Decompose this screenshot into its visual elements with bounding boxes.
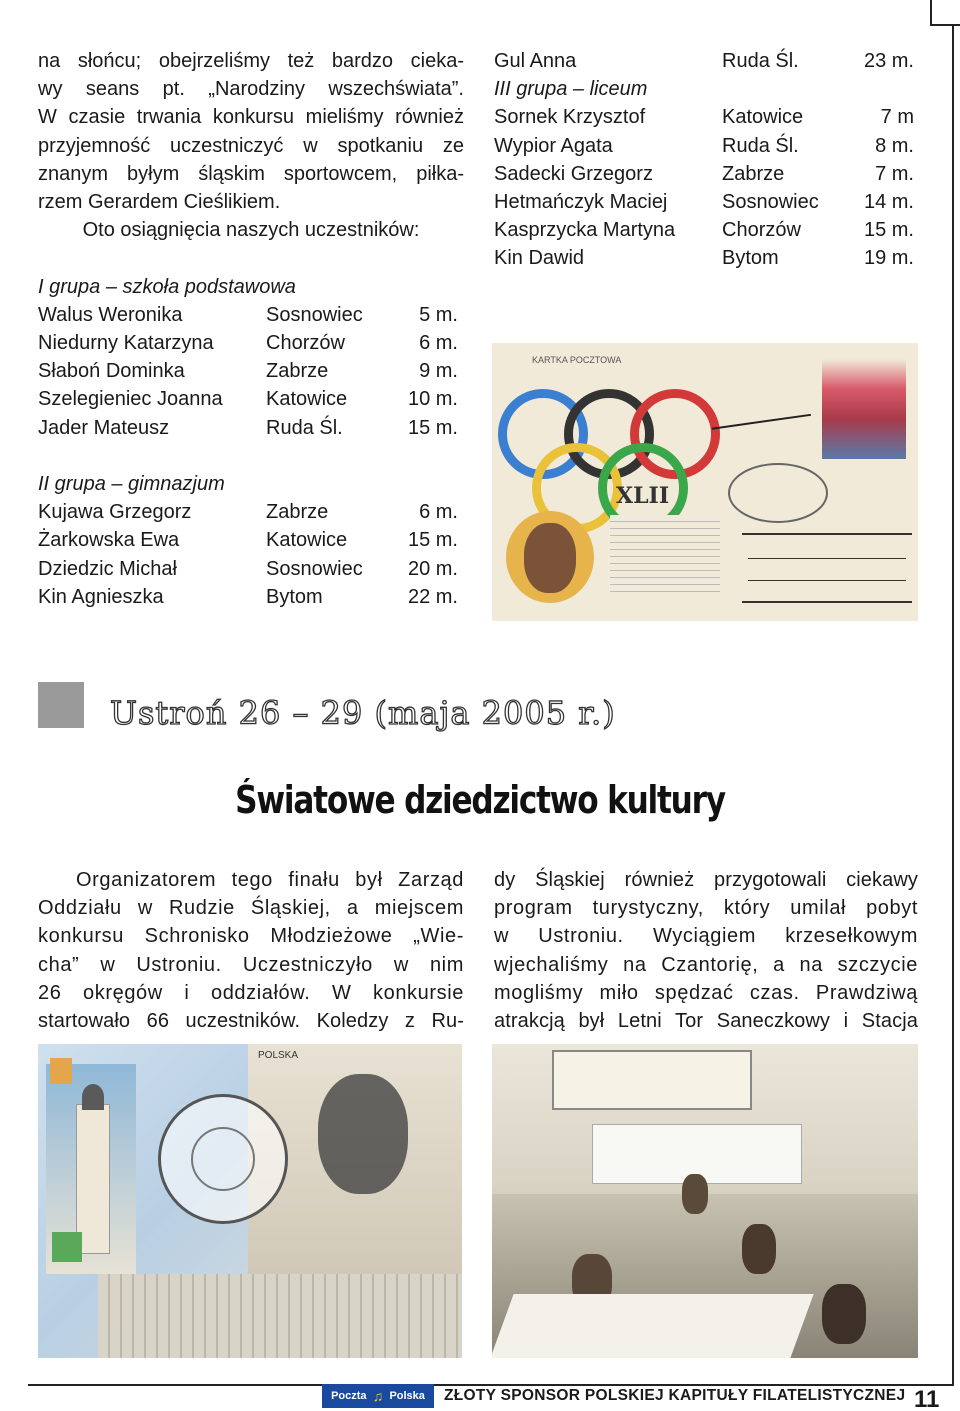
result-row: Dziedzic Michał Sosnowiec 20 m.	[38, 557, 458, 580]
result-row: Kin Agnieszka Bytom 22 m.	[38, 585, 458, 608]
student-figure	[822, 1284, 866, 1344]
intro-line: na słońcu; obejrzeliśmy też bardzo cieka-	[38, 50, 464, 72]
body-line: Organizatorem tego finału był Zarząd	[76, 869, 464, 891]
result-row: Walus Weronika Sosnowiec 5 m.	[38, 303, 458, 326]
body-line: w Ustroniu. Wyciągiem krzesełkowym	[494, 925, 918, 948]
right-border-rule	[952, 24, 954, 1384]
body-line: konkursu Schronisko Młodzieżowe „Wie-	[38, 925, 464, 948]
result-row: Słaboń Dominka Zabrze 9 m.	[38, 360, 458, 383]
section-marker-square	[38, 682, 84, 728]
body-line: wjechaliśmy na Czantorię, a na szczycie	[494, 953, 918, 976]
body-line: mogliśmy miło spędzać czas. Prawdziwą	[494, 981, 918, 1004]
body-line: 26 okręgów i oddziałów. W konkursie	[38, 981, 464, 1004]
commemorative-postmark	[158, 1094, 288, 1224]
body-line: startowało 66 uczestników. Koledzy z Ru-	[38, 1010, 464, 1033]
corner-frame	[930, 0, 960, 26]
map-badge-icon	[52, 1232, 82, 1262]
postmark	[728, 463, 828, 523]
body-line: atrakcją był Letni Tor Saneczkowy i Stacja	[494, 1010, 918, 1033]
intro-line: W czasie trwania konkursu mieliśmy również	[38, 106, 464, 129]
postcard-stamp-text: XLII	[616, 483, 670, 509]
body-line: dy Śląskiej również przygotowali ciekawy	[494, 869, 918, 891]
stamp-collage-image	[38, 1044, 462, 1358]
group-title: I grupa – szkoła podstawowa	[38, 275, 296, 298]
right-bottom-column	[494, 866, 918, 1035]
poczta-polska-logo: Poczta ♫ Polska	[322, 1384, 434, 1408]
body-line: cha” w Ustroniu. Uczestniczyło w nim	[38, 953, 464, 976]
footer-rule	[28, 1384, 954, 1386]
postcard-text-block	[610, 515, 720, 595]
table-papers	[492, 1294, 814, 1358]
page-number: 11	[914, 1386, 940, 1411]
portrait-medallion	[506, 511, 594, 603]
result-row: Gul Anna Ruda Śl. 23 m.	[494, 50, 914, 72]
group-title: II grupa – gimnazjum	[38, 473, 225, 496]
body-line: Oddziału w Rudzie Śląskiej, a miejscem	[38, 897, 464, 920]
result-row: Sadecki Grzegorz Zabrze 7 m.	[494, 162, 914, 185]
stamp-country: POLSKA	[258, 1050, 299, 1061]
postcard-image	[492, 343, 918, 621]
intro-line: wy seans pt. „Narodziny wszechświata”.	[38, 78, 464, 101]
result-row: Kujawa Grzegorz Zabrze 6 m.	[38, 501, 458, 524]
intro-line: przyjemność uczestniczyć w spotkaniu ze	[38, 134, 464, 157]
result-row: Sornek Krzysztof Katowice 7 m	[494, 106, 914, 129]
intro-line: znanym byłym śląskim sportowcem, piłka-	[38, 162, 464, 185]
section-heading: Ustroń 26 – 29 (maja 2005 r.)	[110, 694, 616, 732]
article-headline: Światowe dziedzictwo kultury	[235, 778, 725, 822]
crest-icon	[50, 1058, 72, 1084]
result-row: Żarkowska Ewa Katowice 15 m.	[38, 529, 458, 552]
result-row: Hetmańczyk Maciej Sosnowiec 14 m.	[494, 191, 914, 214]
sponsor-text: ZŁOTY SPONSOR POLSKIEJ KAPITUŁY FILATELISTYCZNEJ	[444, 1387, 906, 1404]
postcard-header: KARTKA POCZTOWA	[532, 355, 622, 365]
intro-line: rzem Gerardem Cieślikiem.	[38, 191, 281, 214]
wall-sign	[552, 1050, 752, 1110]
student-figure	[742, 1224, 776, 1274]
result-row: Jader Mateusz Ruda Śl. 15 m.	[38, 416, 458, 439]
result-row: Niedurny Katarzyna Chorzów 6 m.	[38, 332, 458, 355]
right-top-column	[494, 47, 916, 273]
postcard-stamp	[822, 359, 906, 459]
achievements-intro: Oto osiągnięcia naszych uczestników:	[82, 219, 420, 242]
classroom-photo	[492, 1044, 918, 1358]
result-row: Szelegieniec Joanna Katowice 10 m.	[38, 388, 458, 411]
signature	[705, 366, 811, 429]
group-title: III grupa – liceum	[494, 78, 648, 101]
handwritten-address	[742, 533, 912, 603]
left-bottom-column	[38, 866, 464, 1035]
student-figure	[682, 1174, 708, 1214]
result-row: Wypior Agata Ruda Śl. 8 m.	[494, 134, 914, 157]
left-top-column	[38, 47, 464, 611]
post-horn-icon: ♫	[372, 1388, 384, 1404]
result-row: Kasprzycka Martyna Chorzów 15 m.	[494, 219, 914, 242]
result-row: Kin Dawid Bytom 19 m.	[494, 247, 914, 270]
body-line: program turystyczny, który umilał pobyt	[494, 897, 918, 920]
building-picture	[98, 1274, 462, 1358]
